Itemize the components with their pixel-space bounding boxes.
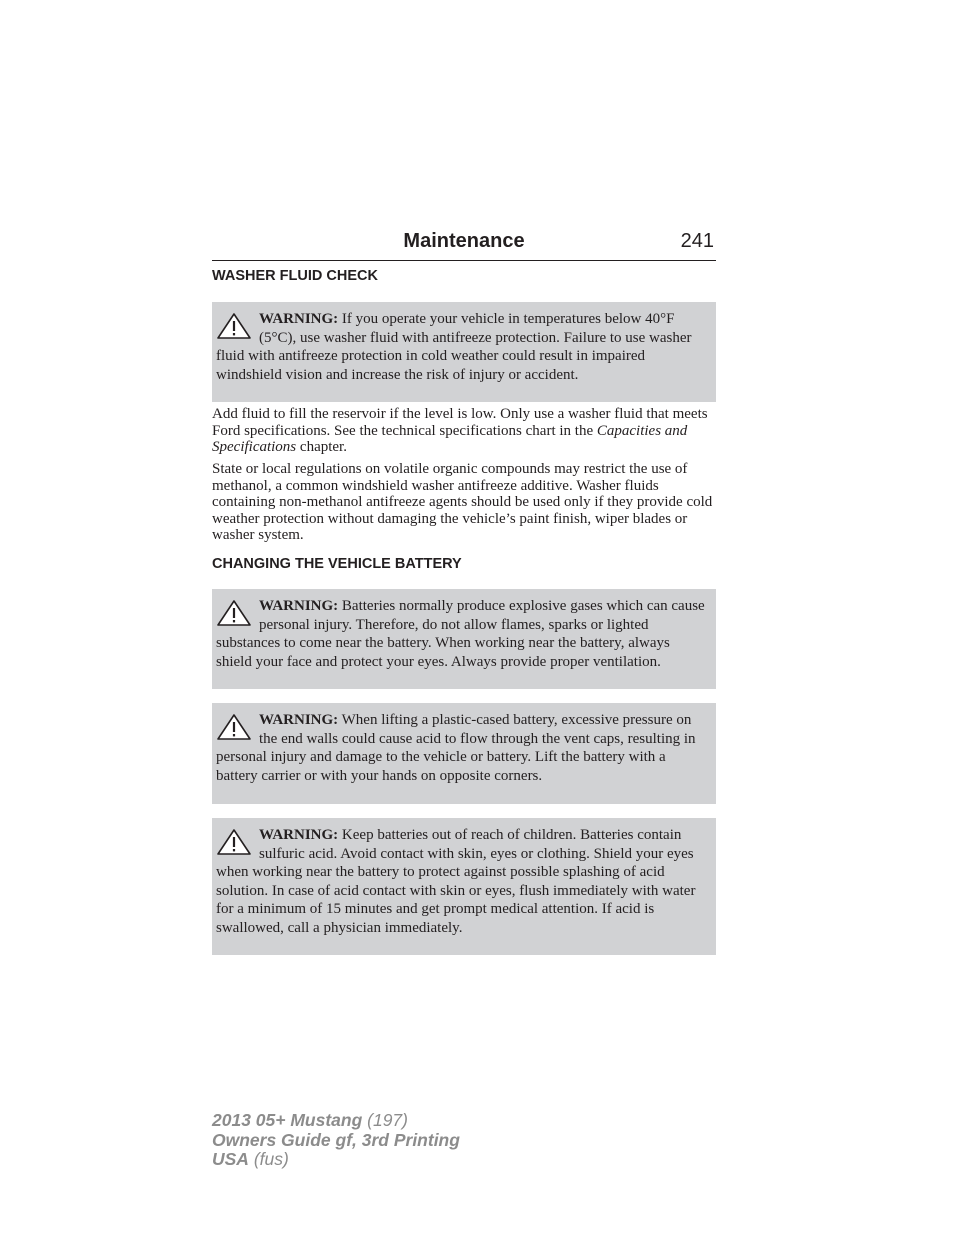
footer-line-model: 2013 05+ Mustang (197): [212, 1110, 408, 1130]
warning-triangle-icon: [216, 312, 252, 340]
warning-box: [212, 302, 716, 402]
section-heading-washer-fluid-check: WASHER FLUID CHECK: [212, 268, 378, 284]
page-number: 241: [680, 230, 714, 252]
warning-box: [212, 703, 716, 804]
warning-label: WARNING:: [259, 311, 339, 327]
chapter-title: Maintenance: [403, 230, 525, 252]
chapter-reference: Capacities and Specifications: [212, 422, 688, 456]
warning-text: Batteries normally produce explosive gases which can cause personal injury. Therefore, do not allow flames, sparks or lighted substances to come near the battery. When working near the battery, always shield your face and protect your eyes. Always provide proper ventilation.: [216, 598, 705, 670]
footer-line-market: USA (fus): [212, 1149, 289, 1169]
warning-label: WARNING:: [259, 827, 339, 843]
warning-box: [212, 818, 716, 955]
warning-text: If you operate your vehicle in temperatures below 40°F (5°C), use washer fluid with antifreeze protection. Failure to use washer fluid with antifreeze protection in cold weather could result in impaired windshield vision and increase the risk of injury or accident.: [216, 311, 692, 383]
paragraph-add-fluid: Add fluid to fill the reservoir if the level is low. Only use a washer fluid that meets Ford specifications. See the technical specifications chart in the Capacities and Specifications chapter.: [212, 406, 708, 456]
warning-text: Keep batteries out of reach of children. Batteries contain sulfuric acid. Avoid contact with skin, eyes or clothing. Shield your eyes when working near the battery to protect against possible splashing of acid solution. In case of acid contact with skin or eyes, flush immediately with water for a minimum of 15 minutes and get prompt medical attention. If acid is swallowed, call a physician immediately.: [216, 827, 696, 936]
section-heading-changing-battery: CHANGING THE VEHICLE BATTERY: [212, 556, 462, 572]
warning-label: WARNING:: [259, 712, 339, 728]
warning-triangle-icon: [216, 828, 252, 856]
warning-label: WARNING:: [259, 598, 339, 614]
document-footer: [212, 1111, 460, 1170]
page-header: [212, 228, 716, 261]
footer-line-guide: Owners Guide gf, 3rd Printing: [212, 1129, 460, 1150]
warning-box: [212, 589, 716, 689]
warning-triangle-icon: [216, 599, 252, 627]
paragraph-regulations: State or local regulations on volatile organic compounds may restrict the use of methanol, a common windshield washer antifreeze additive. Washer fluids containing non-methanol antifreeze agents should be used only if they provide cold weather protection without damaging the vehicle’s paint finish, wiper blades or washer system.: [212, 461, 713, 544]
warning-text: When lifting a plastic-cased battery, excessive pressure on the end walls could cause acid to flow through the vent caps, resulting in personal injury and damage to the vehicle or battery. Lift the battery with a battery carrier or with your hands on opposite corners.: [216, 712, 696, 784]
warning-triangle-icon: [216, 713, 252, 741]
